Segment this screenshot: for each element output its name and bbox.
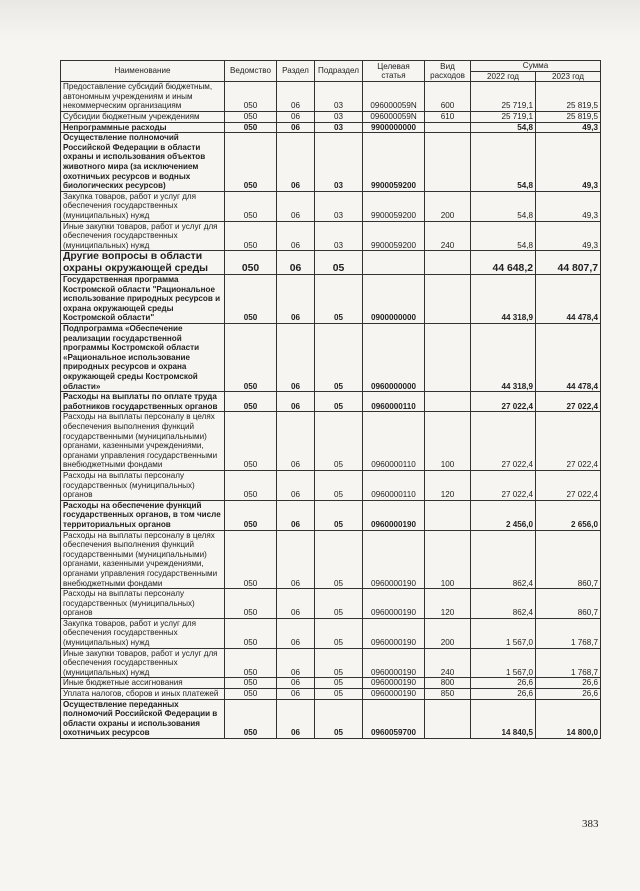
table-body [61, 82, 601, 739]
row-target-article: 0960000190 [363, 500, 425, 530]
table-row [61, 589, 601, 619]
row-razdel: 06 [277, 689, 315, 700]
row-target-article: 0960000110 [363, 392, 425, 412]
row-expense-type [425, 251, 471, 275]
row-sum-2023: 1 768,7 [536, 648, 601, 678]
header-vid: Вид расходов [425, 61, 471, 82]
row-ved: 050 [225, 133, 277, 192]
row-podrazdel: 05 [315, 678, 363, 689]
row-ved: 050 [225, 589, 277, 619]
row-ved: 050 [225, 618, 277, 648]
row-expense-type: 200 [425, 191, 471, 221]
row-expense-type: 200 [425, 618, 471, 648]
row-sum-2023: 25 819,5 [536, 111, 601, 122]
row-sum-2023: 860,7 [536, 589, 601, 619]
row-name: Расходы на выплаты персоналу государственных (муниципальных) органов [61, 470, 225, 500]
row-sum-2022: 862,4 [471, 530, 536, 589]
row-sum-2023: 49,3 [536, 122, 601, 133]
row-ved: 050 [225, 122, 277, 133]
row-name: Предоставление субсидий бюджетным, автономным учреждениям и иным некоммерческим организациям [61, 82, 225, 112]
row-expense-type [425, 500, 471, 530]
table-row [61, 324, 601, 392]
row-razdel: 06 [277, 589, 315, 619]
table-row [61, 678, 601, 689]
row-sum-2022: 26,6 [471, 678, 536, 689]
row-podrazdel: 05 [315, 589, 363, 619]
table-row [61, 412, 601, 471]
table-row [61, 618, 601, 648]
row-expense-type: 100 [425, 412, 471, 471]
row-expense-type: 240 [425, 648, 471, 678]
budget-table [60, 60, 601, 739]
row-name: Непрограммные расходы [61, 122, 225, 133]
header-year-2023: 2023 год [536, 71, 601, 82]
row-sum-2022: 54,8 [471, 133, 536, 192]
row-target-article [363, 251, 425, 275]
row-name: Другие вопросы в области охраны окружающей среды [61, 251, 225, 275]
row-name: Расходы на выплаты по оплате труда работников государственных органов [61, 392, 225, 412]
row-ved: 050 [225, 275, 277, 324]
table-row [61, 392, 601, 412]
row-razdel: 06 [277, 530, 315, 589]
row-name: Субсидии бюджетным учреждениям [61, 111, 225, 122]
scan-background [0, 0, 640, 40]
table-row [61, 470, 601, 500]
row-name: Расходы на выплаты персоналу в целях обеспечения выполнения функций государственными (муниципальными) органами, казенными учреждениями, органами управления государственными внебюджетными фондами [61, 530, 225, 589]
row-sum-2023: 25 819,5 [536, 82, 601, 112]
row-podrazdel: 03 [315, 111, 363, 122]
row-razdel: 06 [277, 470, 315, 500]
row-ved: 050 [225, 82, 277, 112]
row-expense-type [425, 324, 471, 392]
row-ved: 050 [225, 648, 277, 678]
row-podrazdel: 05 [315, 470, 363, 500]
row-target-article: 096000059N [363, 111, 425, 122]
row-name: Подпрограмма «Обеспечение реализации государственной программы Костромской области «Рациональное использование природных ресурсов и охрана окружающей среды Костромской области» [61, 324, 225, 392]
row-target-article: 9900059200 [363, 133, 425, 192]
row-razdel: 06 [277, 82, 315, 112]
row-razdel: 06 [277, 122, 315, 133]
row-ved: 050 [225, 678, 277, 689]
table-row [61, 122, 601, 133]
row-target-article: 0960000190 [363, 530, 425, 589]
row-podrazdel: 03 [315, 221, 363, 251]
row-expense-type [425, 699, 471, 738]
row-razdel: 06 [277, 221, 315, 251]
row-razdel: 06 [277, 412, 315, 471]
row-sum-2023: 2 656,0 [536, 500, 601, 530]
row-razdel: 06 [277, 699, 315, 738]
table-row [61, 251, 601, 275]
row-sum-2022: 1 567,0 [471, 648, 536, 678]
row-sum-2023: 27 022,4 [536, 412, 601, 471]
row-razdel: 06 [277, 500, 315, 530]
header-celevaya: Целевая статья [363, 61, 425, 82]
row-sum-2023: 14 800,0 [536, 699, 601, 738]
row-podrazdel: 05 [315, 251, 363, 275]
row-name: Иные бюджетные ассигнования [61, 678, 225, 689]
row-target-article: 0960000000 [363, 324, 425, 392]
table-row [61, 191, 601, 221]
row-name: Расходы на выплаты персоналу в целях обеспечения выполнения функций государственными (муниципальными) органами, казенными учреждениями, органами управления государственными внебюджетными фондами [61, 412, 225, 471]
row-sum-2023: 860,7 [536, 530, 601, 589]
row-target-article: 096000059N [363, 82, 425, 112]
row-razdel: 06 [277, 251, 315, 275]
row-expense-type: 120 [425, 589, 471, 619]
row-name: Осуществление переданных полномочий Российской Федерации в области охраны и использования охотничьих ресурсов [61, 699, 225, 738]
row-expense-type: 120 [425, 470, 471, 500]
page-number: 383 [582, 818, 599, 830]
row-sum-2022: 2 456,0 [471, 500, 536, 530]
table-row [61, 689, 601, 700]
row-sum-2022: 25 719,1 [471, 82, 536, 112]
row-sum-2022: 44 318,9 [471, 324, 536, 392]
row-name: Иные закупки товаров, работ и услуг для обеспечения государственных (муниципальных) нужд [61, 221, 225, 251]
table-row [61, 133, 601, 192]
row-ved: 050 [225, 392, 277, 412]
table-header [61, 61, 601, 82]
row-name: Осуществление полномочий Российской Федерации в области охраны и использования объектов животного мира (за исключением охотничьих ресурсов и водных биологических ресурсов) [61, 133, 225, 192]
row-target-article: 0960000190 [363, 689, 425, 700]
row-podrazdel: 05 [315, 412, 363, 471]
row-razdel: 06 [277, 191, 315, 221]
table-row [61, 275, 601, 324]
row-sum-2022: 54,8 [471, 221, 536, 251]
row-razdel: 06 [277, 392, 315, 412]
row-ved: 050 [225, 251, 277, 275]
row-sum-2023: 27 022,4 [536, 470, 601, 500]
row-podrazdel: 05 [315, 699, 363, 738]
row-name: Уплата налогов, сборов и иных платежей [61, 689, 225, 700]
row-sum-2022: 54,8 [471, 122, 536, 133]
row-name: Расходы на обеспечение функций государственных органов, в том числе территориальных органов [61, 500, 225, 530]
row-razdel: 06 [277, 275, 315, 324]
row-name: Иные закупки товаров, работ и услуг для обеспечения государственных (муниципальных) нужд [61, 648, 225, 678]
table-row [61, 82, 601, 112]
row-ved: 050 [225, 500, 277, 530]
row-podrazdel: 05 [315, 530, 363, 589]
header-name: Наименование [61, 61, 225, 82]
header-ved: Ведомство [225, 61, 277, 82]
row-sum-2022: 27 022,4 [471, 392, 536, 412]
row-podrazdel: 03 [315, 82, 363, 112]
row-ved: 050 [225, 111, 277, 122]
row-expense-type: 600 [425, 82, 471, 112]
row-sum-2023: 1 768,7 [536, 618, 601, 648]
row-sum-2023: 44 478,4 [536, 324, 601, 392]
row-ved: 050 [225, 221, 277, 251]
row-target-article: 0960000190 [363, 648, 425, 678]
row-target-article: 9900000000 [363, 122, 425, 133]
row-sum-2023: 26,6 [536, 678, 601, 689]
table-row [61, 530, 601, 589]
row-name: Закупка товаров, работ и услуг для обеспечения государственных (муниципальных) нужд [61, 191, 225, 221]
header-podrazdel: Подраздел [315, 61, 363, 82]
row-target-article: 9900059200 [363, 191, 425, 221]
row-podrazdel: 03 [315, 133, 363, 192]
row-ved: 050 [225, 412, 277, 471]
row-podrazdel: 05 [315, 392, 363, 412]
row-razdel: 06 [277, 324, 315, 392]
row-ved: 050 [225, 530, 277, 589]
row-podrazdel: 03 [315, 191, 363, 221]
row-expense-type [425, 275, 471, 324]
row-sum-2023: 49,3 [536, 133, 601, 192]
row-podrazdel: 05 [315, 648, 363, 678]
table-row [61, 221, 601, 251]
header-razdel: Раздел [277, 61, 315, 82]
row-razdel: 06 [277, 648, 315, 678]
row-target-article: 0900000000 [363, 275, 425, 324]
row-ved: 050 [225, 470, 277, 500]
row-expense-type [425, 133, 471, 192]
row-name: Закупка товаров, работ и услуг для обеспечения государственных (муниципальных) нужд [61, 618, 225, 648]
row-target-article: 0960000110 [363, 470, 425, 500]
row-expense-type: 800 [425, 678, 471, 689]
row-sum-2023: 49,3 [536, 221, 601, 251]
row-ved: 050 [225, 699, 277, 738]
row-sum-2022: 44 648,2 [471, 251, 536, 275]
row-razdel: 06 [277, 133, 315, 192]
row-expense-type: 850 [425, 689, 471, 700]
row-sum-2022: 1 567,0 [471, 618, 536, 648]
row-target-article: 0960059700 [363, 699, 425, 738]
row-sum-2022: 862,4 [471, 589, 536, 619]
row-razdel: 06 [277, 678, 315, 689]
row-sum-2022: 27 022,4 [471, 470, 536, 500]
row-razdel: 06 [277, 111, 315, 122]
table-row [61, 500, 601, 530]
row-sum-2022: 44 318,9 [471, 275, 536, 324]
row-expense-type: 610 [425, 111, 471, 122]
row-sum-2022: 54,8 [471, 191, 536, 221]
row-name: Государственная программа Костромской области "Рациональное использование природных ресурсов и охрана окружающей среды Костромской области" [61, 275, 225, 324]
table-row [61, 699, 601, 738]
row-target-article: 9900059200 [363, 221, 425, 251]
row-podrazdel: 03 [315, 122, 363, 133]
row-sum-2022: 26,6 [471, 689, 536, 700]
row-podrazdel: 05 [315, 324, 363, 392]
row-podrazdel: 05 [315, 275, 363, 324]
row-podrazdel: 05 [315, 689, 363, 700]
row-target-article: 0960000190 [363, 678, 425, 689]
row-sum-2023: 44 807,7 [536, 251, 601, 275]
row-sum-2023: 49,3 [536, 191, 601, 221]
row-sum-2022: 25 719,1 [471, 111, 536, 122]
row-podrazdel: 05 [315, 500, 363, 530]
row-ved: 050 [225, 191, 277, 221]
table-row [61, 648, 601, 678]
row-target-article: 0960000110 [363, 412, 425, 471]
table-row [61, 111, 601, 122]
row-name: Расходы на выплаты персоналу государственных (муниципальных) органов [61, 589, 225, 619]
row-target-article: 0960000190 [363, 618, 425, 648]
row-ved: 050 [225, 689, 277, 700]
header-summa: Сумма [471, 61, 601, 72]
row-expense-type: 100 [425, 530, 471, 589]
row-expense-type: 240 [425, 221, 471, 251]
row-razdel: 06 [277, 618, 315, 648]
row-target-article: 0960000190 [363, 589, 425, 619]
row-sum-2022: 14 840,5 [471, 699, 536, 738]
row-expense-type [425, 392, 471, 412]
row-sum-2023: 26,6 [536, 689, 601, 700]
row-podrazdel: 05 [315, 618, 363, 648]
header-year-2022: 2022 год [471, 71, 536, 82]
row-sum-2022: 27 022,4 [471, 412, 536, 471]
row-sum-2023: 44 478,4 [536, 275, 601, 324]
row-sum-2023: 27 022,4 [536, 392, 601, 412]
row-expense-type [425, 122, 471, 133]
row-ved: 050 [225, 324, 277, 392]
